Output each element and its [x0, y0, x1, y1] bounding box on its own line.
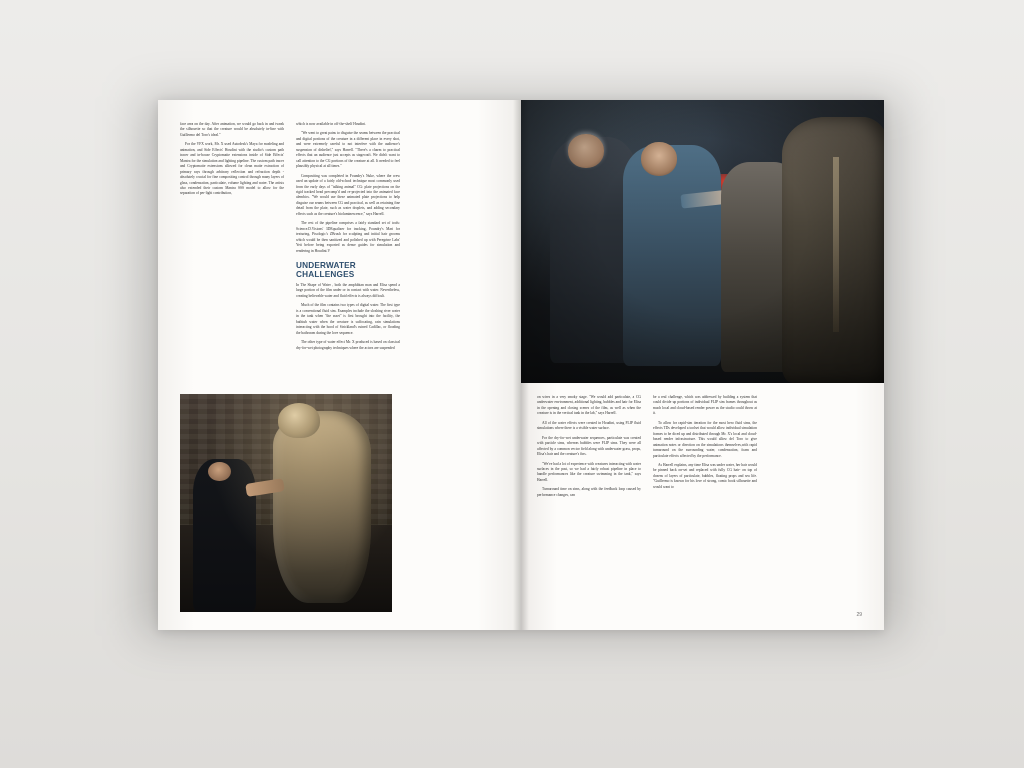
paragraph: For the dry-for-wet underwater sequences, particulate was created with particle sims, whereas bubbles were FLIP sims. They were all affected by a common vector field along with underwater grass, props, Elisa's hair and the creature's fins. — [537, 435, 641, 457]
paragraph: "We went to great pains to disguise the seams between the practical and digital portions of the creature in a different place in every shot, and were extremely careful to not interfere with the audience's suspension of disbelief," says Harrell. "There's a charm to practical effects that an audience just accepts as stagecraft. We didn't want to call attention to the CG portions of the creature at all. It needed to feel plausibly physical at all times." — [296, 131, 400, 169]
right-page-text-block — [537, 395, 862, 502]
paragraph: Much of the film contains two types of digital water. The first type is a conventional fluid sim. Examples include the sloshing river water in the tank when "the asset" is first brought into the facility, the bathtub water when the creature is suffocating, rain simulations interacting with the hood of Strickland's ruined Cadillac, or flooding the bathroom during the love sequence. — [296, 303, 400, 335]
left-page-columns — [180, 122, 500, 355]
paragraph: Turnaround time on sims, along with the feedback loop caused by performance changes, can — [537, 487, 641, 497]
paragraph: The rest of the pipeline comprises a fairly standard set of tools: Science.D.Visions' 3DEqualizer for tracking, Foundry's Mari for texturing, Pixologic's ZBrush for sculpting and initial hair grooms which would be then sanitized and polished up with Peregrine Labs' Yeti before being exported as dense guides for simulation and rendering in Houdini.V — [296, 221, 400, 253]
paragraph: "We've had a lot of experience with creatures interacting with water surfaces in the past, so we had a fairly robust pipeline in place to handle performances like the creature swimming in the tank," says Harrell. — [537, 461, 641, 482]
photo-light-falloff — [180, 394, 392, 612]
on-set-photo — [521, 100, 884, 383]
paragraph: on wires in a very smoky stage. "We would add particulate, a CG underwater environment, additional lighting, bubbles and hair for Elisa in the opening and closing scenes of the film, as well as when the creature is in the vertical tank in the lab," says Harrell. — [537, 395, 641, 416]
paragraph: For the VFX work, Mr. X used Autodesk's Maya for modeling and animation, and Side Effects' Houdini with the studio's custom path tracer and in-house Cryptomatte extensions inside of Side Effects' Mantra for the simulation and lighting pipeline. The custom path tracer and Cryptomatte extensions allowed for clean matte extraction of primary rays through arbitrary reflection and refraction depth - absolutely crucial for fine compositing control through many layers of glass, condensation, particulate, volume lighting and water. The artists also extended their custom Mantra SSS model to allow for the separation of per-light contribution, — [180, 142, 284, 196]
paragraph: In The Shape of Water , both the amphibian man and Elisa spend a large portion of the film under or in contact with water. Nevertheless, creating believable water and fluid effects is always difficult. — [296, 283, 400, 298]
left-column-1 — [180, 122, 284, 355]
paragraph: Compositing was completed in Foundry's Nuke, where the crew used an update of a fairly old-school technique most commonly used from the early days of "talking animal" CG: plate projections on the rigid tracked head precomp'd and re-projected into the animated face alembics. "We would use these animated plate projections to help disguise our seams between CG and practical, as well as retaining fine detail from the plate, such as water droplets, and adding secondary effects such as the creature's bioluminescence," says Harrell. — [296, 173, 400, 216]
left-page-text-block — [180, 122, 500, 355]
right-page — [521, 100, 884, 630]
paragraph: All of the water effects were created in Houdini, using FLIP fluid simulations where there is a visible water surface. — [537, 420, 641, 431]
left-column-2 — [296, 122, 400, 355]
page-number: 29 — [856, 612, 862, 618]
paragraph: The other type of water effect Mr. X produced is based on classical dry-for-wet photography techniques where the actors are suspended — [296, 340, 400, 350]
paragraph: which is now available in off-the-shelf Houdini. — [296, 122, 367, 126]
magazine-spread — [158, 100, 884, 630]
paragraph: To allow for rapid-sim iteration for the most hero fluid sims, the effects TDs developed a toolset that would allow individual simulation frames to be diced up and distributed through Mr. X's local and cloud-based render infrastructure. This would allow del Toro to give animation notes or direction on the simulations themselves,with rapid turnaround on the surrounding water, condensation, foam and particulate effects affected by the performance. — [653, 420, 757, 458]
paragraph: be a real challenge, which was addressed by building a system that could divide up portions of individual FLIP sim frames throughout as much local and cloud-based render power as the studio could throw at it. — [653, 395, 757, 416]
right-page-columns — [537, 395, 862, 502]
right-column-2 — [653, 395, 757, 502]
photo-vignette — [521, 100, 884, 383]
section-heading: UNDERWATER CHALLENGES — [296, 260, 356, 279]
workshop-photo — [180, 394, 392, 612]
left-page — [158, 100, 521, 630]
paragraph: face area on the day. After animation, we would go back in and tweak the silhouette so that the creature would be absolutely in-line with Guillermo del Toro's ideal." — [180, 122, 284, 137]
right-column-1 — [537, 395, 641, 502]
paragraph: As Harrell explains, any time Elisa was under water, her hair would be pinned back on-set and replaced with fully CG hair- on top of dozens of layers of particulate, bubbles, floating props and sea life. "Guillermo is known for his love of strong, comic book silhouette and would want to — [653, 462, 757, 489]
